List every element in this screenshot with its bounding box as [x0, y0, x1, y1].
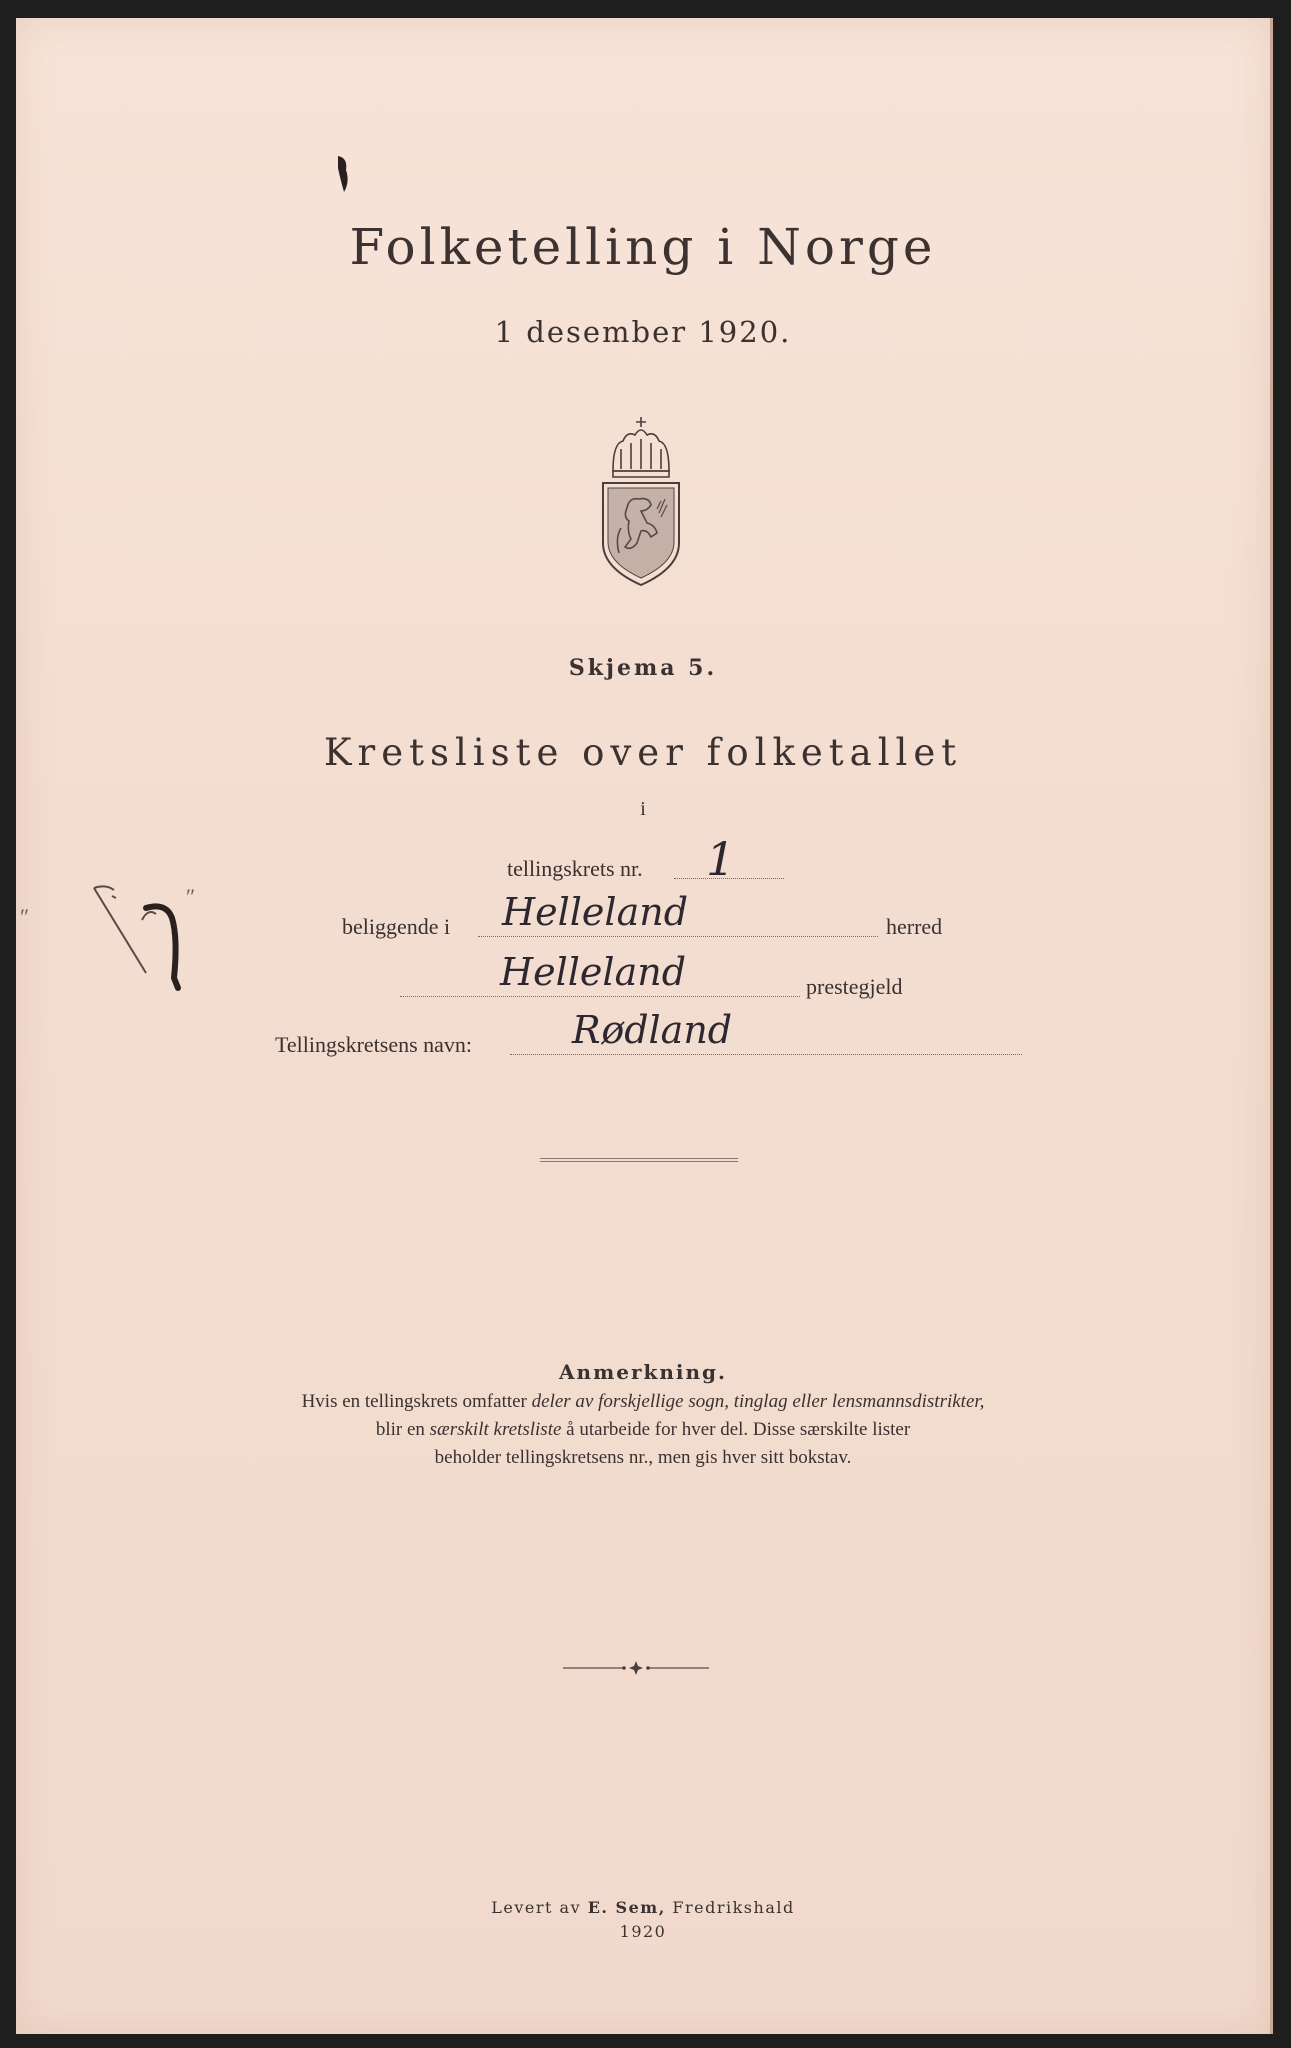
connector-word: i [640, 798, 646, 820]
publisher-footer [16, 1896, 1270, 1944]
schema-number: Skjema 5. [568, 655, 718, 681]
krets-name-value: Rødland [572, 1008, 733, 1052]
ornament-divider-icon [561, 1658, 711, 1678]
note-body [166, 1388, 1120, 1472]
publisher-name: E. Sem, [587, 1898, 666, 1917]
form-heading: Kretsliste over folketallet [323, 731, 963, 774]
publisher-line [16, 1896, 1270, 1920]
publisher-prefix: Levert av [491, 1898, 588, 1917]
note-line-3: beholder tellingskretsens nr., men gis hver sitt bokstav. [434, 1447, 852, 1468]
form-title: Folketelling i Norge [349, 218, 937, 276]
note-text-1: Hvis en tellingskrets omfatter [301, 1391, 532, 1412]
margin-mark-left: ″ [20, 904, 30, 929]
note-italic-1: deler av forskjellige sogn, tinglag eller lensmannsdistrikter, [531, 1391, 985, 1412]
note-line-1 [166, 1388, 1120, 1416]
prestegjeld-value: Helleland [500, 950, 687, 994]
pencil-tick-marks [86, 878, 246, 1008]
beliggende-line [478, 936, 878, 937]
herred-label: herred [886, 914, 943, 939]
krets-number-value: 1 [706, 832, 736, 886]
section-divider [540, 1158, 738, 1162]
krets-number-label: tellingskrets nr. [507, 856, 643, 881]
margin-mark-mid: ″ [186, 884, 196, 909]
krets-name-label: Tellingskretsens navn: [275, 1032, 473, 1057]
prestegjeld-line [400, 996, 800, 997]
ink-blot-mark [332, 148, 362, 198]
note-line-2 [166, 1416, 1120, 1444]
beliggende-value: Helleland [502, 890, 689, 934]
note-italic-2: særskilt kretsliste [429, 1419, 562, 1440]
census-form-page [16, 18, 1273, 2034]
note-text-3: å utarbeide for hver del. Disse særskilte lister [561, 1419, 911, 1440]
note-text-2: blir en [375, 1419, 430, 1440]
note-title: Anmerkning. [559, 1360, 727, 1384]
krets-name-line [510, 1054, 1022, 1055]
publisher-place: Fredrikshald [665, 1898, 795, 1917]
census-date: 1 desember 1920. [494, 315, 792, 349]
norwegian-coat-of-arms-icon [591, 413, 691, 588]
beliggende-label: beliggende i [342, 914, 451, 939]
prestegjeld-label: prestegjeld [806, 974, 903, 999]
publisher-year: 1920 [619, 1922, 667, 1941]
